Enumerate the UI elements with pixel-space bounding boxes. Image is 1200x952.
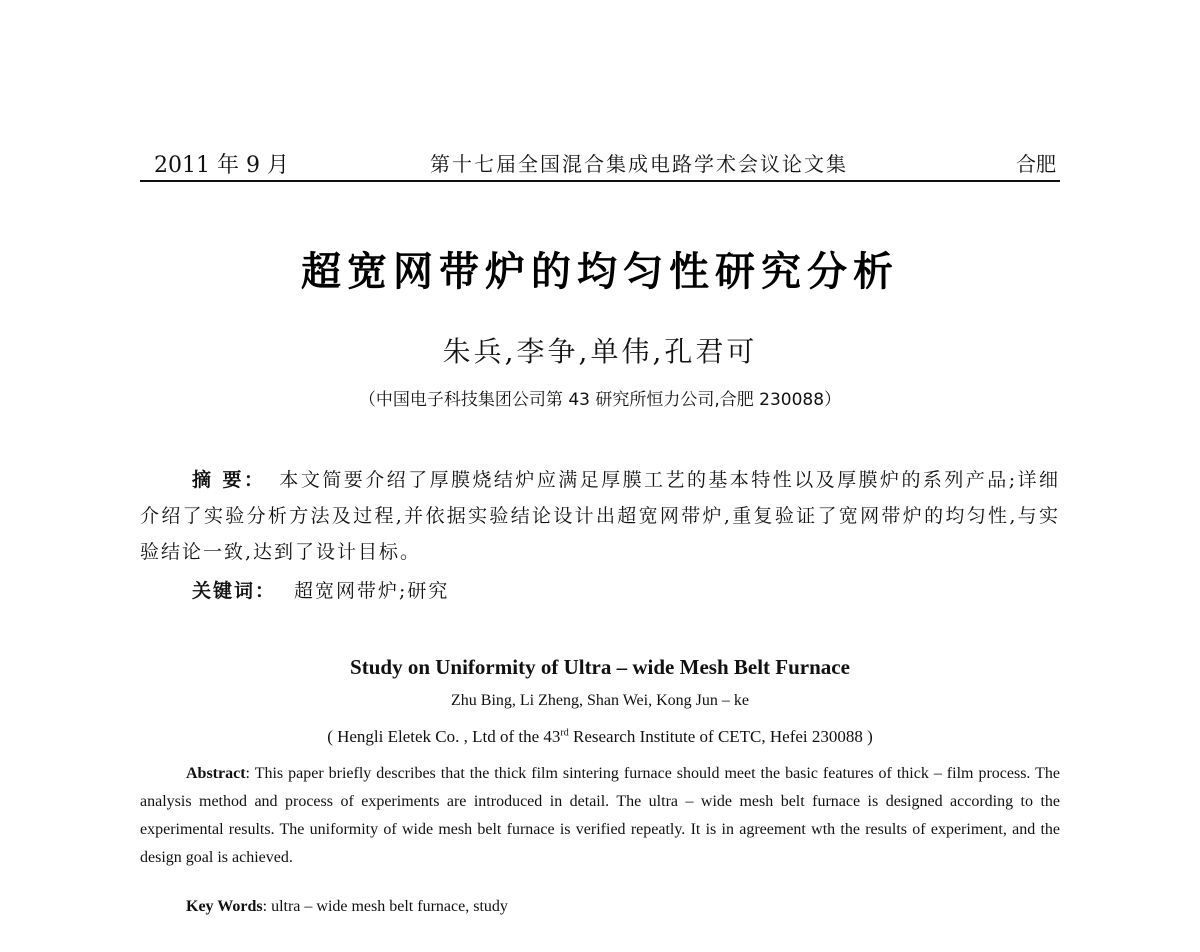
abstract-zh-label: 摘 要：	[192, 469, 266, 491]
keywords-en-text: ultra – wide mesh belt furnace, study	[271, 898, 508, 915]
affiliation-en-after: Research Institute of CETC, Hefei 230088 )	[568, 727, 873, 746]
abstract-zh-text: 本文简要介绍了厚膜烧结炉应满足厚膜工艺的基本特性以及厚膜炉的系列产品;详细介绍了实验分析方法及过程,并依据实验结论设计出超宽网带炉,重复验证了宽网带炉的均匀性,与实验结论一致,达到了设计目标。	[140, 469, 1060, 563]
keywords-zh	[192, 576, 449, 603]
abstract-en-label: Abstract	[186, 765, 246, 782]
header-proceedings: 第十七届全国混合集成电路学术会议论文集	[430, 152, 848, 176]
header-location: 合肥	[1016, 152, 1056, 176]
paper-title-zh: 超宽网带炉的均匀性研究分析	[301, 249, 899, 295]
keywords-en-separator: :	[262, 898, 272, 915]
affiliation-en	[0, 727, 1200, 747]
abstract-en-separator: :	[245, 765, 255, 782]
abstract-en	[140, 760, 1060, 872]
header-date: 2011 年 9 月	[154, 153, 289, 178]
paper-title-en: Study on Uniformity of Ultra – wide Mesh Belt Furnace	[350, 655, 850, 679]
running-header	[140, 146, 1060, 182]
keywords-en-label: Key Words	[186, 898, 263, 915]
affiliation-zh: （中国电子科技集团公司第 43 研究所恒力公司,合肥 230088）	[358, 390, 842, 410]
affiliation-en-before: ( Hengli Eletek Co. , Ltd of the 43	[327, 727, 561, 746]
authors-en: Zhu Bing, Li Zheng, Shan Wei, Kong Jun – ke	[451, 692, 749, 709]
keywords-zh-label: 关键词：	[192, 580, 277, 602]
abstract-en-text: This paper briefly describes that the thick film sintering furnace should meet the basic features of thick – film process. The analysis method and process of experiments are introduced in detail. The ultra – wide mesh belt furnace is designed according to the experimental results. The uniformity of wide mesh belt furnace is verified repeatly. It is in agreement wth the results of experiment, and the design goal is achieved.	[140, 765, 1060, 866]
keywords-zh-text: 超宽网带炉;研究	[294, 580, 450, 602]
authors-zh: 朱兵,李争,单伟,孔君可	[442, 335, 758, 368]
affiliation-en-sup: rd	[560, 727, 569, 739]
keywords-en	[186, 898, 508, 916]
abstract-zh	[140, 462, 1060, 570]
